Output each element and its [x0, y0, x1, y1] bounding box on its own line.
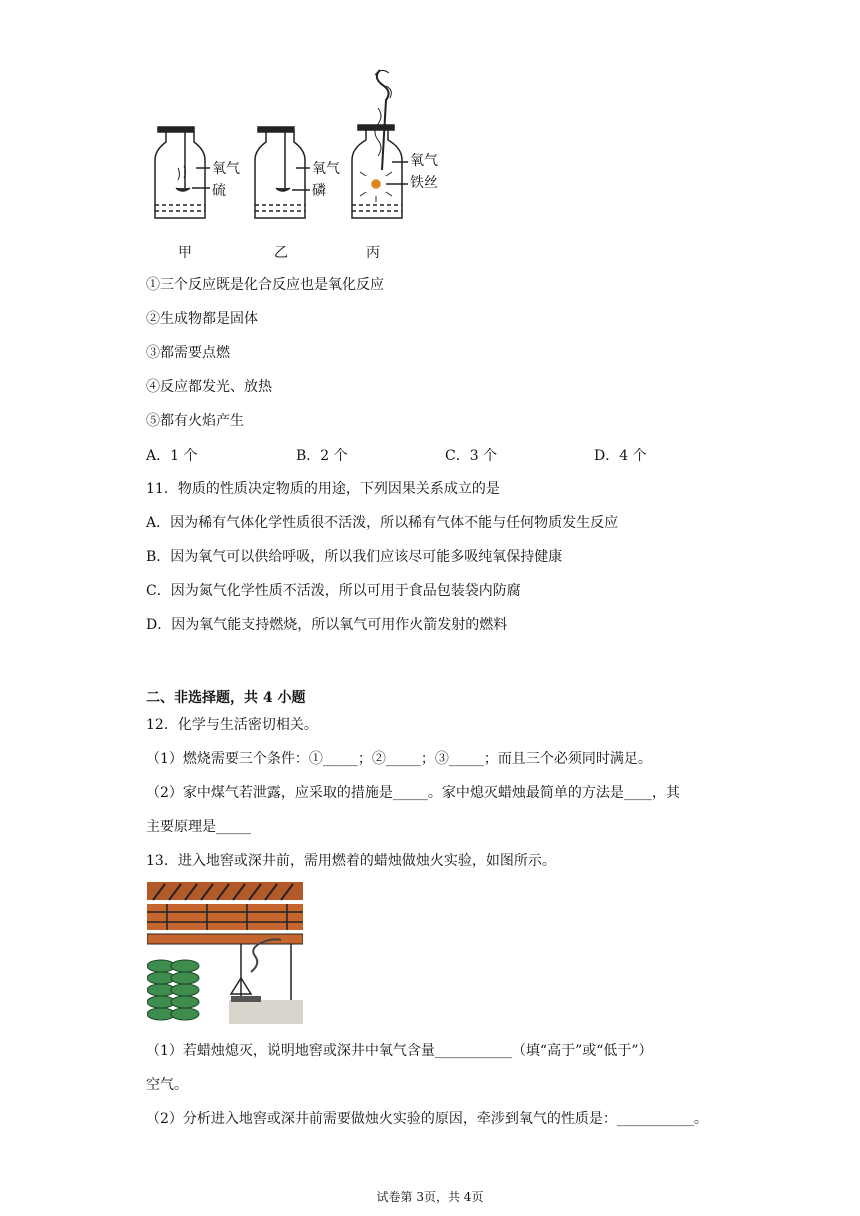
q11-option-b: B．因为氧气可以供给呼吸，所以我们应该尽可能多吸纯氧保持健康 — [146, 549, 563, 565]
q11-stem: 11．物质的性质决定物质的用途，下列因果关系成立的是 — [146, 481, 500, 497]
jar3-caption: 丙 — [366, 245, 380, 261]
q10-option-a: A．1 个 — [146, 448, 198, 464]
q10-statement-1: ①三个反应既是化合反应也是氧化反应 — [146, 277, 384, 293]
q10-statement-2: ②生成物都是固体 — [146, 311, 258, 327]
q10-option-d: D．4 个 — [594, 448, 647, 464]
jar1-caption: 甲 — [178, 245, 192, 261]
q11-option-d: D．因为氧气能支持燃烧，所以氧气可用作火箭发射的燃料 — [146, 617, 508, 633]
q13-part2: （2）分析进入地窖或深井前需要做烛火实验的原因，牵涉到氧气的性质是：___________。 — [146, 1111, 708, 1127]
jar-sulfur — [155, 127, 210, 218]
q10-statement-4: ④反应都发光、放热 — [146, 379, 272, 395]
jar2-substance-label: 磷 — [312, 183, 326, 199]
jar2-caption: 乙 — [274, 245, 288, 261]
q11-option-c: C．因为氮气化学性质不活泼，所以可用于食品包装袋内防腐 — [146, 583, 521, 599]
page-footer: 试卷第 3页，共 4页 — [376, 1190, 484, 1204]
q13-part1-line2: 空气。 — [146, 1077, 188, 1093]
q10-statement-5: ⑤都有火焰产生 — [146, 413, 244, 429]
q12-part2-line1: （2）家中煤气若泄露，应采取的措施是_____。家中熄灭蜡烛最简单的方法是____，其 — [146, 785, 680, 801]
jar1-gas-label: 氧气 — [212, 161, 240, 177]
q12-stem: 12．化学与生活密切相关。 — [146, 717, 318, 733]
q12-part2-line2: 主要原理是_____ — [146, 819, 251, 835]
q12-part1: （1）燃烧需要三个条件：①_____；②_____；③_____；而且三个必须同时满足。 — [146, 751, 652, 767]
jar-iron-wire — [352, 70, 408, 218]
jar2-gas-label: 氧气 — [312, 161, 340, 177]
jar-phosphorus — [255, 127, 310, 218]
combustion-jars-figure — [0, 0, 860, 270]
q10-option-c: C．3 个 — [445, 448, 498, 464]
jar3-substance-label: 铁丝 — [410, 175, 438, 191]
cellar-candle-figure — [147, 882, 303, 1024]
q11-option-a: A．因为稀有气体化学性质很不活泼，所以稀有气体不能与任何物质发生反应 — [146, 515, 619, 531]
jar1-substance-label: 硫 — [212, 183, 226, 199]
q13-part1-line1: （1）若蜡烛熄灭，说明地窖或深井中氧气含量___________（填“高于”或“低于”） — [146, 1043, 653, 1059]
q13-stem: 13．进入地窖或深井前，需用燃着的蜡烛做烛火实验，如图所示。 — [146, 853, 556, 869]
q10-option-b: B．2 个 — [296, 448, 348, 464]
jar3-gas-label: 氧气 — [410, 153, 438, 169]
section-title: 二、非选择题，共 4 小题 — [146, 690, 306, 706]
q10-statement-3: ③都需要点燃 — [146, 345, 230, 361]
